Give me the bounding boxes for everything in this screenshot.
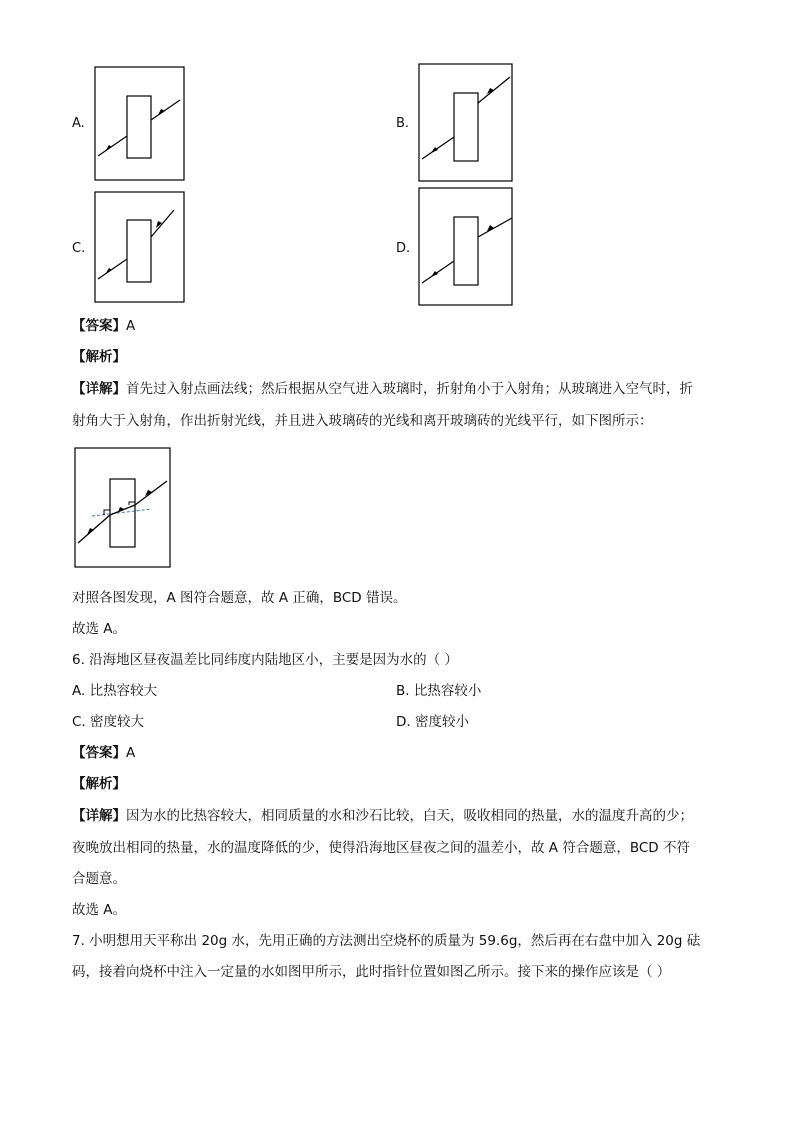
q6-detail-line3: 合题意。 [72, 871, 126, 887]
solution-figure [74, 447, 172, 569]
q6-option-b: B. 比热容较小 [396, 683, 482, 699]
arrow-icon [431, 147, 438, 153]
option-d-figure [418, 187, 514, 307]
q6-option-c: C. 密度较大 [72, 714, 145, 730]
option-a-label: A. [72, 116, 85, 131]
q6-detail-line2: 夜晚放出相同的热量，水的温度降低的少，使得沿海地区昼夜之间的温差小，故 A 符合题意，BCD 不符 [72, 840, 690, 856]
q5-detail-line1: 【详解】首先过入射点画法线；然后根据从空气进入玻璃时，折射角小于入射角；从玻璃进入空气时，折 [72, 381, 693, 397]
q6-stem: 6. 沿海地区昼夜温差比同纬度内陆地区小，主要是因为水的（ ） [72, 652, 458, 668]
q7-stem-line1: 7. 小明想用天平称出 20g 水，先用正确的方法测出空烧杯的质量为 59.6g，然后再在右盘中加入 20g 砝 [72, 933, 701, 949]
option-c-figure [94, 191, 186, 304]
right-angle-mark [129, 502, 135, 505]
q5-analysis-tag: 【解析】 [72, 349, 126, 365]
q6-choose: 故选 A。 [72, 902, 127, 918]
arrow-icon [158, 109, 165, 115]
q5-conclusion: 对照各图发现，A 图符合题意，故 A 正确，BCD 错误。 [72, 590, 407, 606]
option-a-figure [94, 66, 186, 182]
option-b-label: B. [396, 116, 410, 131]
q6-option-a: A. 比热容较大 [72, 683, 158, 699]
q7-stem-line2: 码，接着向烧杯中注入一定量的水如图甲所示，此时指针位置如图乙所示。接下来的操作应该是（ ） [72, 964, 671, 980]
option-d-label: D. [396, 241, 411, 256]
q6-answer: 【答案】A [72, 745, 136, 761]
q6-analysis-tag: 【解析】 [72, 776, 126, 792]
q6-option-d: D. 密度较小 [396, 714, 469, 730]
q5-detail-line2: 射角大于入射角，作出折射光线，并且进入玻璃砖的光线和离开玻璃砖的光线平行，如下图所示： [72, 413, 653, 429]
q5-answer: 【答案】A [72, 318, 136, 334]
arrow-icon [87, 528, 94, 535]
option-b-figure [418, 63, 514, 183]
option-c-label: C. [72, 241, 86, 256]
q6-detail-line1: 【详解】因为水的比热容较大，相同质量的水和沙石比较，白天，吸收相同的热量，水的温度升高的少； [72, 808, 693, 824]
q5-choose: 故选 A。 [72, 621, 127, 637]
arrow-icon [431, 271, 438, 277]
